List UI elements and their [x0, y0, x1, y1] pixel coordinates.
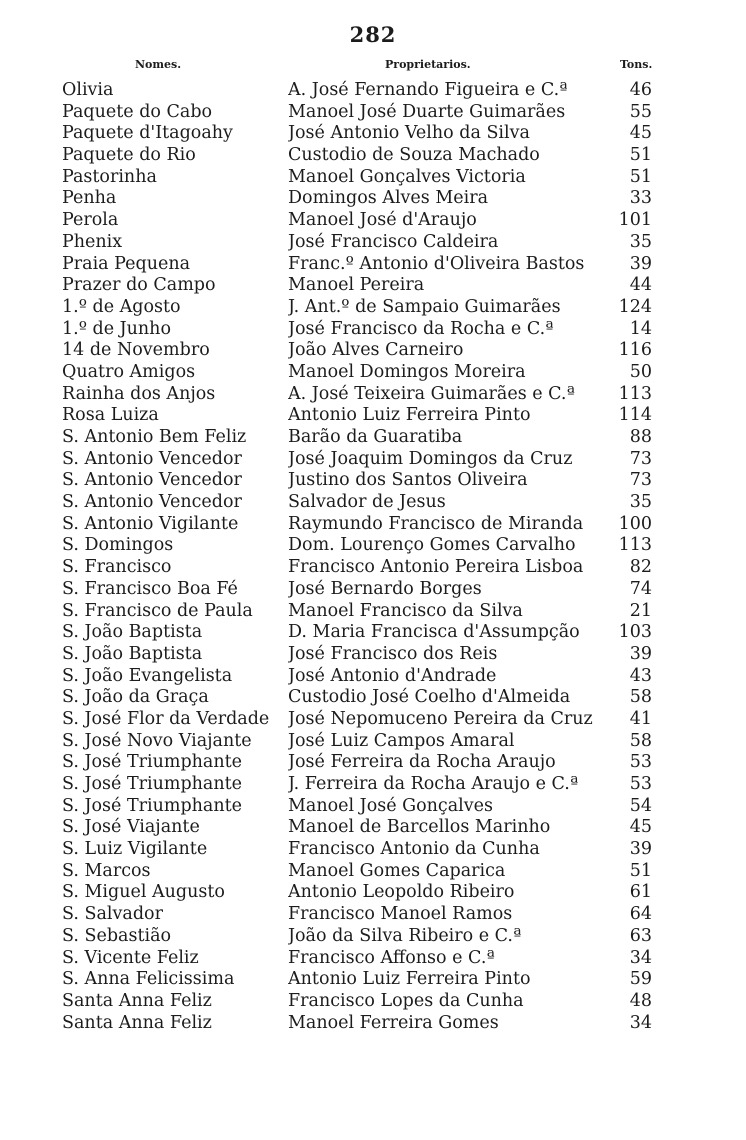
tonnage: 35 [629, 492, 652, 513]
tonnage: 64 [629, 904, 652, 925]
tonnage: 101 [618, 210, 652, 231]
tonnage: 61 [629, 882, 652, 903]
tonnage: 48 [629, 990, 652, 1011]
owner-name: José Ferreira da Rocha Araujo [288, 752, 556, 773]
ship-name: Paquete do Rio [62, 145, 196, 166]
owner-name: José Bernardo Borges [288, 578, 482, 599]
tonnage: 74 [629, 578, 652, 599]
ship-register-table [0, 80, 746, 1034]
ship-name: Santa Anna Feliz [62, 1012, 212, 1033]
ship-name: 14 de Novembro [62, 340, 210, 361]
tonnage: 45 [629, 123, 652, 144]
owner-name: João da Silva Ribeiro e C.ª [288, 925, 522, 946]
owner-name: Manoel Gomes Caparica [288, 860, 506, 881]
ship-name: S. Antonio Vencedor [62, 470, 242, 491]
table-row [0, 796, 746, 818]
owner-name: Antonio Luiz Ferreira Pinto [288, 405, 531, 426]
tonnage: 58 [629, 687, 652, 708]
tonnage: 53 [629, 774, 652, 794]
table-row [0, 622, 746, 644]
table-row [0, 514, 746, 536]
owner-name: José Francisco Caldeira [288, 231, 499, 252]
tonnage: 34 [629, 1012, 652, 1033]
tonnage: 82 [629, 557, 652, 578]
tonnage: 14 [629, 318, 652, 339]
ship-name: S. Marcos [62, 860, 151, 881]
owner-name: Manoel de Barcellos Marinho [288, 817, 551, 838]
owner-name: A. José Teixeira Guimarães e C.ª [288, 383, 575, 404]
table-row [0, 579, 746, 601]
tonnage: 21 [629, 600, 652, 621]
owner-name: Manoel José d'Araujo [288, 210, 477, 231]
tonnage: 43 [629, 665, 652, 686]
owner-name: D. Maria Francisca d'Assumpção [288, 622, 580, 643]
table-row [0, 861, 746, 883]
ship-name: S. João Evangelista [62, 665, 233, 686]
tonnage: 51 [629, 145, 652, 166]
ship-name: Paquete do Cabo [62, 101, 213, 122]
table-row [0, 102, 746, 124]
tonnage: 51 [629, 166, 652, 187]
table-row [0, 752, 746, 774]
owner-name: Francisco Lopes da Cunha [288, 990, 524, 1011]
table-row [0, 969, 746, 991]
table-row [0, 254, 746, 276]
ship-name: Paquete d'Itagoahy [62, 123, 233, 144]
table-row [0, 188, 746, 210]
ship-name: S. Salvador [62, 904, 163, 925]
table-row [0, 1013, 746, 1035]
tonnage: 73 [629, 448, 652, 469]
ship-name: S. Anna Felicissima [62, 969, 235, 990]
table-row [0, 405, 746, 427]
table-row [0, 991, 746, 1013]
tonnage: 124 [618, 296, 652, 317]
owner-name: Manoel Gonçalves Victoria [288, 166, 526, 187]
tonnage: 41 [629, 708, 652, 729]
owner-name: Francisco Antonio da Cunha [288, 839, 540, 860]
header-owners: Proprietarios. [385, 58, 471, 71]
table-row [0, 275, 746, 297]
owner-name: Raymundo Francisco de Miranda [288, 513, 584, 534]
ship-name: S. João da Graça [62, 687, 209, 708]
ship-name: Rosa Luiza [62, 405, 159, 426]
ship-name: Praia Pequena [62, 253, 191, 274]
ship-name: S. Miguel Augusto [62, 882, 225, 903]
ship-name: S. José Novo Viajante [62, 730, 252, 751]
ship-name: Santa Anna Feliz [62, 990, 212, 1011]
tonnage: 63 [629, 925, 652, 946]
ship-name: S. Domingos [62, 535, 174, 556]
ship-name: S. Sebastião [62, 925, 172, 946]
table-row [0, 817, 746, 839]
owner-name: Antonio Leopoldo Ribeiro [288, 882, 515, 903]
owner-name: Francisco Affonso e C.ª [288, 947, 495, 968]
tonnage: 103 [618, 622, 652, 643]
ship-name: S. Antonio Bem Feliz [62, 427, 247, 447]
owner-name: Manoel Ferreira Gomes [288, 1012, 499, 1033]
table-row [0, 470, 746, 492]
table-row [0, 427, 746, 449]
owner-name: Manoel Pereira [288, 275, 425, 296]
tonnage: 34 [629, 947, 652, 968]
tonnage: 35 [629, 231, 652, 252]
ship-name: 1.º de Junho [62, 318, 171, 339]
table-row [0, 644, 746, 666]
table-row [0, 774, 746, 796]
tonnage: 46 [629, 80, 652, 100]
ship-name: S. Luiz Vigilante [62, 839, 208, 860]
ship-name: S. João Baptista [62, 643, 203, 664]
table-row [0, 362, 746, 384]
tonnage: 100 [618, 513, 652, 534]
tonnage: 58 [629, 730, 652, 751]
tonnage: 88 [629, 427, 652, 447]
tonnage: 33 [629, 188, 652, 209]
table-row [0, 926, 746, 948]
owner-name: Salvador de Jesus [288, 492, 446, 513]
owner-name: José Luiz Campos Amaral [288, 730, 515, 751]
ship-name: S. José Viajante [62, 817, 200, 838]
ship-name: S. Francisco de Paula [62, 600, 253, 621]
table-row [0, 232, 746, 254]
ship-name: Quatro Amigos [62, 361, 196, 382]
table-row [0, 731, 746, 753]
owner-name: Barão da Guaratiba [288, 427, 463, 447]
table-row [0, 145, 746, 167]
ship-name: S. João Baptista [62, 622, 203, 643]
tonnage: 73 [629, 470, 652, 491]
ship-name: Rainha dos Anjos [62, 383, 216, 404]
tonnage: 116 [618, 340, 652, 361]
owner-name: Francisco Antonio Pereira Lisboa [288, 557, 584, 578]
ship-name: S. Vicente Feliz [62, 947, 199, 968]
tonnage: 39 [629, 643, 652, 664]
table-row [0, 666, 746, 688]
table-row [0, 340, 746, 362]
table-row [0, 297, 746, 319]
ship-name: Prazer do Campo [62, 275, 216, 296]
owner-name: José Nepomuceno Pereira da Cruz [288, 708, 593, 729]
owner-name: José Francisco da Rocha e C.ª [288, 318, 554, 339]
tonnage: 113 [618, 383, 652, 404]
table-row [0, 123, 746, 145]
ship-name: S. Antonio Vigilante [62, 513, 239, 534]
tonnage: 55 [629, 101, 652, 122]
owner-name: José Antonio d'Andrade [288, 665, 497, 686]
tonnage: 50 [629, 361, 652, 382]
ship-name: Olivia [62, 80, 114, 100]
ship-name: S. Francisco [62, 557, 172, 578]
table-row [0, 687, 746, 709]
table-row [0, 492, 746, 514]
page-number: 282 [349, 22, 397, 47]
table-row [0, 167, 746, 189]
tonnage: 59 [629, 969, 652, 990]
column-headers [0, 58, 746, 78]
owner-name: José Joaquim Domingos da Cruz [288, 448, 573, 469]
tonnage: 44 [629, 275, 652, 296]
ship-name: Penha [62, 188, 117, 209]
table-row [0, 882, 746, 904]
table-row [0, 557, 746, 579]
owner-name: J. Ferreira da Rocha Araujo e C.ª [288, 774, 579, 794]
header-tons: Tons. [620, 58, 653, 71]
table-row [0, 319, 746, 341]
ship-name: S. Antonio Vencedor [62, 448, 242, 469]
ship-name: S. José Triumphante [62, 774, 243, 794]
table-row [0, 210, 746, 232]
table-row [0, 80, 746, 102]
table-row [0, 709, 746, 731]
owner-name: Manoel José Duarte Guimarães [288, 101, 566, 122]
owner-name: Custodio de Souza Machado [288, 145, 540, 166]
tonnage: 39 [629, 253, 652, 274]
owner-name: A. José Fernando Figueira e C.ª [288, 80, 568, 100]
owner-name: João Alves Carneiro [288, 340, 464, 361]
table-row [0, 535, 746, 557]
owner-name: J. Ant.º de Sampaio Guimarães [288, 296, 561, 317]
owner-name: Custodio José Coelho d'Almeida [288, 687, 571, 708]
ship-name: Pastorinha [62, 166, 157, 187]
ship-name: S. José Flor da Verdade [62, 708, 270, 729]
owner-name: Francisco Manoel Ramos [288, 904, 513, 925]
owner-name: Manoel Francisco da Silva [288, 600, 523, 621]
owner-name: Domingos Alves Meira [288, 188, 489, 209]
owner-name: Justino dos Santos Oliveira [288, 470, 528, 491]
table-row [0, 601, 746, 623]
tonnage: 51 [629, 860, 652, 881]
tonnage: 113 [618, 535, 652, 556]
ship-name: S. Francisco Boa Fé [62, 578, 238, 599]
table-row [0, 384, 746, 406]
owner-name: Dom. Lourenço Gomes Carvalho [288, 535, 576, 556]
tonnage: 114 [618, 405, 652, 426]
ship-name: S. Antonio Vencedor [62, 492, 242, 513]
tonnage: 45 [629, 817, 652, 838]
table-row [0, 839, 746, 861]
ship-name: Phenix [62, 231, 123, 252]
owner-name: Manoel Domingos Moreira [288, 361, 526, 382]
owner-name: José Francisco dos Reis [288, 643, 498, 664]
tonnage: 53 [629, 752, 652, 773]
owner-name: Antonio Luiz Ferreira Pinto [288, 969, 531, 990]
owner-name: Franc.º Antonio d'Oliveira Bastos [288, 253, 585, 274]
tonnage: 39 [629, 839, 652, 860]
table-row [0, 449, 746, 471]
owner-name: José Antonio Velho da Silva [288, 123, 530, 144]
ship-name: S. José Triumphante [62, 752, 243, 773]
tonnage: 54 [629, 795, 652, 816]
table-row [0, 948, 746, 970]
table-row [0, 904, 746, 926]
ship-name: 1.º de Agosto [62, 296, 181, 317]
ship-name: Perola [62, 210, 119, 231]
header-names: Nomes. [135, 58, 182, 71]
owner-name: Manoel José Gonçalves [288, 795, 493, 816]
ship-name: S. José Triumphante [62, 795, 243, 816]
